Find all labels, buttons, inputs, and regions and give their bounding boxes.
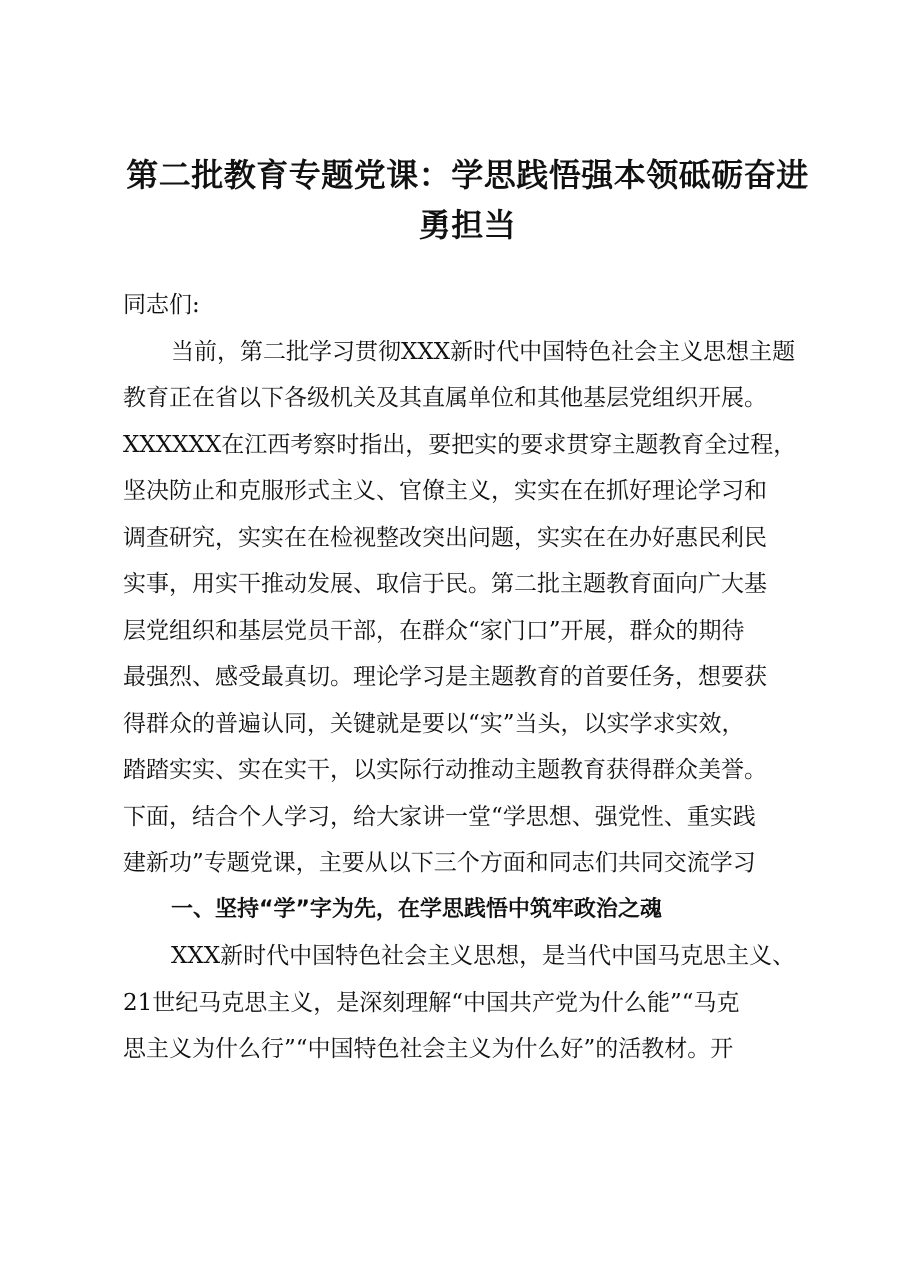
section-heading: 一、坚持“学”字为先，在学思践悟中筑牢政治之魂	[171, 896, 662, 922]
paragraph-line: 最强烈、感受最真切。理论学习是主题教育的首要任务，想要获	[123, 664, 767, 690]
paragraph-line: 得群众的普遍认同，关键就是要以“实”当头，以实学求实效，	[123, 710, 745, 737]
paragraph-line: 当前，第二批学习贯彻XXX新时代中国特色社会主义思想主题	[171, 338, 796, 365]
paragraph-line: 踏踏实实、实在实干，以实际行动推动主题教育获得群众美誉。	[123, 757, 767, 783]
paragraph-2	[123, 933, 813, 1073]
paragraph-line: 21世纪马克思主义，是深刻理解“中国共产党为什么能”“马克	[123, 989, 740, 1016]
paragraph-line: 思主义为什么行”“中国特色社会主义为什么好”的活教材。开	[123, 1036, 734, 1062]
paragraph-line: XXX新时代中国特色社会主义思想，是当代中国马克思主义、	[171, 943, 796, 969]
paragraph-line: 坚决防止和克服形式主义、官僚主义，实实在在抓好理论学习和	[123, 478, 767, 504]
paragraph-line: 建新功”专题党课，主要从以下三个方面和同志们共同交流学习	[123, 850, 756, 876]
title-line-2: 勇担当	[418, 206, 517, 244]
title-line-1: 第二批教育专题党课：学思践悟强本领砥砺奋进	[126, 156, 809, 194]
paragraph-line: 教育正在省以下各级机关及其直属单位和其他基层党组织开展。	[123, 385, 767, 411]
document-body	[123, 282, 813, 1073]
paragraph-1	[123, 329, 813, 887]
document-title	[100, 150, 835, 250]
paragraph-line: 实事，用实干推动发展、取信于民。第二批主题教育面向广大基	[123, 571, 767, 597]
salutation: 同志们:	[123, 292, 200, 318]
paragraph-line: XXXXXX在江西考察时指出，要把实的要求贯穿主题教育全过程，	[123, 431, 797, 458]
paragraph-line: 调查研究，实实在在检视整改突出问题，实实在在办好惠民利民	[123, 524, 767, 551]
paragraph-line: 下面，结合个人学习，给大家讲一堂“学思想、强党性、重实践	[123, 803, 756, 830]
paragraph-line: 层党组织和基层党员干部，在群众“家门口”开展，群众的期待	[123, 617, 745, 644]
